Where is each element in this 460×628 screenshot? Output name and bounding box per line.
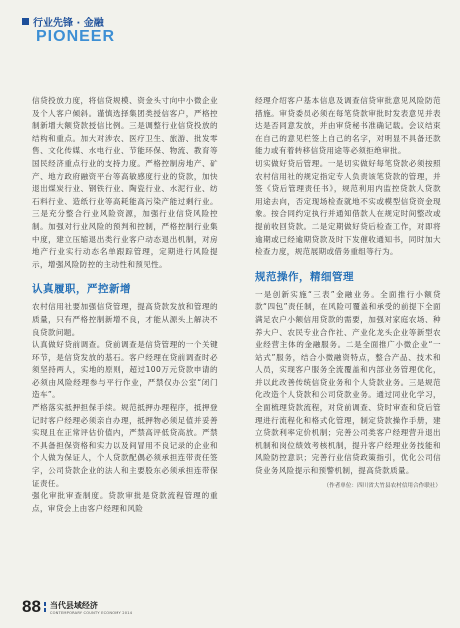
left-column (32, 95, 218, 515)
page-footer (22, 597, 132, 617)
paragraph: 信贷投放力度，将信贷规模、资金头寸向中小微企业及个人客户倾斜。谨慎选择集团类授信客户，严格控制新增大额贷款授信比例。三是调整行业信贷投放的结构和重点。加大对涉农、医疗卫生、旅游、批发零售、文化传媒、水电行业、节能环保、物流、教育等国民经济重点行业的支持力度。严格控制房地产、矿产、地方政府融资平台等高敏感度行业的贷款，加快退出煤炭行业、钢铁行业、陶瓷行业、水泥行业、纺石料行业、造纸行业等高耗能高污染产能过剩行业。三是充分整合行业风险资源，加强行业信贷风险控制。加强对行业风险的预判和控制，严格控制行业集中度，建立压缩退出类行业客户动态退出机制，对房地产行业实行动态名单跟踪管理，定期进行风险提示，增强风险防控的主动性和预见性。 (32, 96, 218, 269)
paragraph: 经理介绍客户基本信息及调查信贷审批意见风险防范措施。审贷委员必须在每笔贷款审批时发表意见并表达是否同意发放，并由审贷秘书准确记载。会议结束在自己的意见栏签上自己的名字，对明显不具备还款能力或有着转移信贷用途等必须拒绝审批。 (255, 96, 441, 156)
paragraph: 强化审批审查制度。贷款审批是贷款流程管理的重点，审贷会上由客户经理和风险 (32, 491, 218, 513)
paragraph: 切实做好贷后管理。一是切实做好每笔贷款必须按照农村信用社的规定指定专人负责该笔贷款的管理，并签《贷后管理责任书》，规范利用内监控贷款人贷款用途去向，否定现场检查就地不实或模型信贷资金现象。按合同约定执行并通知借款人在规定时间整改或提前收回贷款。二是定期做好贷后检查工作，对即将逾期或已经逾期贷款及时下发催收通知书，同时加大检查力度，规范展期或借务重组等行为。 (255, 158, 441, 257)
subheading: 认真履职，严控新增 (32, 283, 131, 296)
subheading: 规范操作，精细管理 (255, 270, 354, 283)
magazine-subtitle: CONTEMPORARY COUNTY ECONOMY 2014 (49, 610, 133, 615)
section-title: 行业先锋 · 金融 (33, 18, 104, 29)
section-label (22, 14, 115, 29)
page-number: 88 (22, 597, 41, 616)
author-note: （作者单位：四川省大竹县农村信用合作联社） (323, 482, 441, 489)
paragraph: 农村信用社要加强信贷管理，提高贷款发放和管理的质量，只有严格控制新增不良，才能从源头上解决不良贷款问题。 (32, 302, 218, 337)
magazine-title: 当代县域经济 (49, 599, 98, 610)
paragraph: 一是创新实施“三表”金融业务。全面推行小额贷款“四包”责任制，在风险可覆盖和承受的前提下全面满足农户小额信用贷款的需要，加强对家庭农场、种养大户、农民专业合作社、产业化龙头企业等新型农业经营主体的金融服务。二是全面推广小微企业“一站式”服务，结合小微融资特点，整合产品、技术和人员，实现客户服务全流覆盖和内部业务管理优化，并以此改善传统信贷业务和个人贷款业务。三是规范化改造个人贷款和公司贷款业务。通过同业化学习，全面梳理贷款流程，对贷前调查、贷时审查和贷后管理进行流程化和格式化管理，制定贷款操作手册，建立贷款利率定价机制；完善公司类客户经理营升退出机制和岗位绩效考核机制，提升客户经理业务技能和风险防控意识；完善行业信贷政策指引，优化公司信贷业务风险提示和预警机制，提高贷款质量。 (255, 289, 441, 476)
right-column (255, 95, 441, 492)
section-title-en: PIONEER (36, 28, 116, 45)
section-header (22, 14, 115, 46)
square-bullet-icon (22, 18, 29, 25)
bar-ornament-icon (44, 602, 46, 612)
magazine-name (50, 600, 132, 615)
paragraph: 严格落实抵押担保手续。规范抵押办理程序，抵押登记时客户经理必须亲自办理，抵押物必须足值并妥善实现且在正常评估价值内，严禁高评低贷高放。严禁不具备担保资格和实力以及间冒用不良记录的企业和个人做为保证人，个人贷款配偶必须承担连带责任签字，公司贷款企业的法人和主要股东必须承担连带保证责任。 (32, 403, 218, 488)
paragraph: 认真做好贷前调查。贷前调查是信贷管理的一个关键环节，是信贷发放的基石。客户经理在贷前调查时必须坚持两人，实地的原则，超过100万元贷款申请的必须由风险经理参与平行作业，严禁仅办公室“闭门造车”。 (32, 340, 218, 400)
